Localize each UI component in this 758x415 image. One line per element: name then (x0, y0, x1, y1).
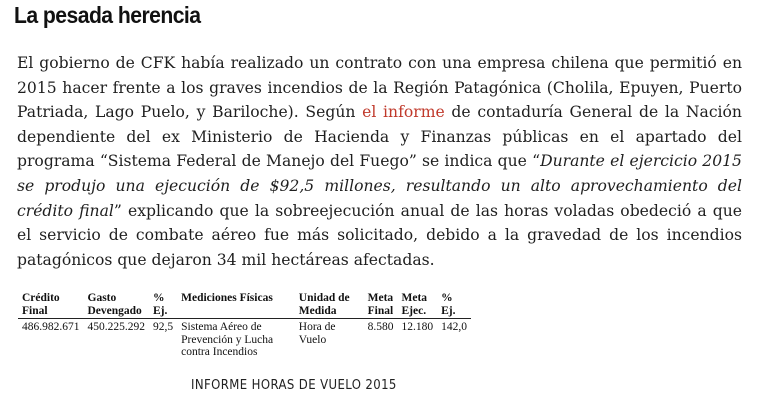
col-unidad-medida: Unidad de Medida (295, 289, 364, 319)
cell-credito-final: 486.982.671 (22, 321, 80, 333)
col-credito-final: Crédito Final (18, 289, 84, 319)
col-meta-ejec: Meta Ejec. (397, 289, 437, 319)
article-text-part2: de contaduría General de la Nación dependiente del ex Ministerio de Hacienda y Finanzas públicas en el apartado del programa “Sistema Federal de Manejo del Fuego” se indica que “ (17, 103, 742, 171)
table-row (18, 319, 471, 359)
cell-pct-ej-meta: 142,0 (441, 321, 467, 333)
cell-pct-ej: 92,5 (153, 321, 174, 333)
article-paragraph (17, 51, 742, 272)
cell-unidad: Hora de Vuelo (298, 321, 336, 346)
col-gasto-devengado: Gasto Devengado (84, 289, 150, 319)
cell-meta-final: 8.580 (367, 321, 394, 333)
budget-table-image (18, 289, 558, 369)
article-quote: Durante el ejercicio 2015 se produjo una ejecución de $92,5 millones, resultando un alto aprovechamiento del crédito final (17, 152, 742, 220)
col-pct-ej: % Ej. (149, 289, 177, 319)
cell-medicion: Sistema Aéreo de Prevención y Lucha contra Incendios (181, 321, 274, 358)
cell-gasto-devengado: 450.225.292 (87, 321, 145, 333)
article-text-part1: El gobierno de CFK había realizado un contrato con una empresa chilena que permitió en 2015 hacer frente a los graves incendios de la Región Patagónica (Cholila, Epuyen, Puerto Patriada, Lago Puelo, y Bariloche). Según (17, 54, 742, 122)
col-pct-ej-meta: % Ej. (437, 289, 471, 319)
col-meta-final: Meta Final (364, 289, 398, 319)
informe-link[interactable]: el informe (362, 103, 445, 122)
budget-table (18, 289, 471, 359)
col-mediciones-fisicas: Mediciones Físicas (177, 289, 295, 319)
table-header-row (18, 289, 471, 319)
article-text-part3: ” explicando que la sobreejecución anual de las horas voladas obedeció a que el servicio de combate aéreo fue más solicitado, debido a la gravedad de los incendios patagónicos que dejaron 34 mil hectáreas afectadas. (17, 201, 742, 269)
cell-meta-ejec: 12.180 (401, 321, 434, 333)
article-heading: La pesada herencia (14, 2, 201, 28)
table-caption: INFORME HORAS DE VUELO 2015 (191, 378, 397, 393)
